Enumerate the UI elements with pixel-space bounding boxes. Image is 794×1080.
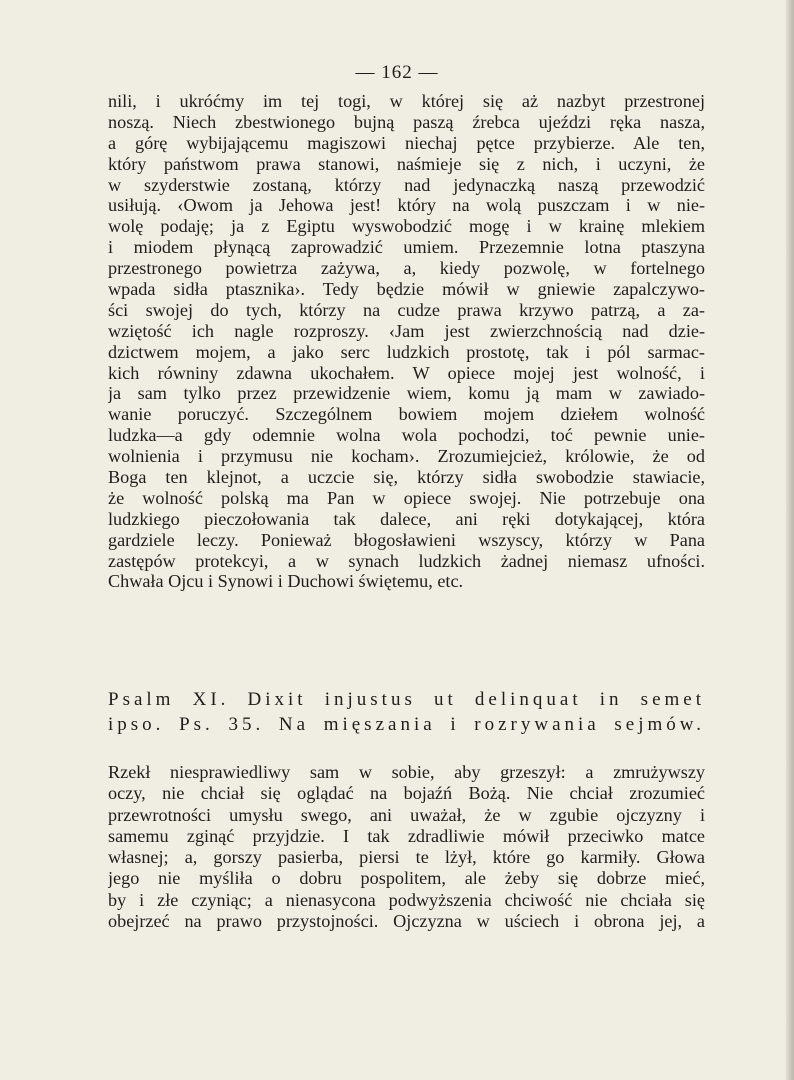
text-line: ja sam tylko przez przewidzenie wiem, komu ją mam w zawiado- — [108, 383, 705, 404]
text-line: wolnienia i przymusu nie kocham›. Zrozumiejcież, królowie, że od — [108, 446, 705, 467]
text-line: wolę podaję; ja z Egiptu wyswobodzić mogę i w krainę mlekiem — [108, 216, 705, 237]
text-line: że wolność polską ma Pan w opiece swojej. Nie potrzebuje ona — [108, 487, 705, 508]
paragraph-psalm-text — [108, 762, 705, 932]
text-line: ludzkiego pieczołowania tak dalece, ani ręki dotykającej, która — [108, 508, 705, 529]
text-line: przestronego powietrza zażywa, a, kiedy pozwolę, w fortelnego — [108, 258, 705, 279]
text-line: gardziele leczy. Ponieważ błogosławieni wszyscy, którzy w Pana — [108, 529, 705, 550]
text-line: Psalm XI. Dixit injustus ut delinquat in semet — [108, 689, 705, 710]
text-line: przewrotności umysłu swego, ani uważał, że w zgubie ojczyzny i — [108, 804, 705, 825]
text-line: usiłują. ‹Owom ja Jehowa jest! który na wolą puszczam i w nie- — [108, 195, 705, 216]
text-line: wanie poruczyć. Szczególnem bowiem mojem dziełem wolność — [108, 404, 705, 425]
text-line: Chwała Ojcu i Synowi i Duchowi świętemu, etc. — [108, 571, 464, 592]
text-line: ludzka—a gdy odemnie wolna wola pochodzi, toć pewnie unie- — [108, 425, 705, 446]
text-line: i miodem płynącą zaprowadzić umiem. Przezemnie lotna ptaszyna — [108, 237, 705, 258]
text-line: wziętość ich nagle rozproszy. ‹Jam jest zwierzchnością nad dzie- — [108, 320, 705, 341]
text-line: oczy, nie chciał się oglądać na bojaźń Bożą. Nie chciał zrozumieć — [108, 783, 705, 804]
text-line: własnej; a, gorszy pasierba, piersi te lżył, które go karmiły. Głowa — [108, 847, 705, 868]
text-line: nili, i ukróćmy im tej togi, w której się aż nazbyt przestronej — [108, 91, 705, 111]
text-line: ści swojej do tych, którzy na cudze prawa krzywo patrzą, a za- — [108, 299, 705, 320]
text-line: zastępów protekcyi, a w synach ludzkich żadnej niemasz ufności. — [108, 550, 705, 571]
page-number: — 162 — — [355, 62, 439, 83]
psalm-heading — [108, 687, 705, 737]
text-line: obejrzeć na prawo przystojności. Ojczyzna w uściech i obrona jej, a — [108, 911, 705, 932]
page-edge — [786, 0, 794, 1080]
text-line: kich równiny zdawna ukochałem. W opiece mojej jest wolność, i — [108, 362, 705, 383]
text-line: ipso. Ps. 35. Na mięszania i rozrywania sejmów. — [108, 714, 705, 735]
text-line: a górę wybijającemu magiszowi niechaj pętce przybierze. Ale ten, — [108, 132, 705, 153]
text-line: by i złe czyniąc; a nienasycona podwyższenia chciwość nie chciała się — [108, 889, 705, 910]
text-line: Rzekł niesprawiedliwy sam w sobie, aby grzeszył: a zmrużywszy — [108, 762, 705, 782]
text-line: jego nie myśliła o dobru pospolitem, ale żeby się dobrze mieć, — [108, 868, 705, 889]
text-line: samemu zginąć przyjdzie. I tak zdradliwie mówił przeciwko matce — [108, 825, 705, 846]
text-line: w szyderstwie zostaną, którzy nad jedynaczką naszą przewodzić — [108, 174, 705, 195]
text-line: wpada sidła ptasznika›. Tedy będzie mówił w gniewie zapalczywo- — [108, 279, 705, 300]
text-line: który państwom prawa stanowi, naśmieje się z nich, i uczyni, że — [108, 153, 705, 174]
text-line: noszą. Niech zbestwionego bujną paszą źrebca ujeździ ręka nasza, — [108, 111, 705, 132]
text-line: dzictwem mojem, a jako serc ludzkich prostotę, tak i pól sarmac- — [108, 341, 705, 362]
paragraph-main — [108, 91, 705, 592]
text-line: Boga ten klejnot, a uczcie się, którzy sidła swobodzie stawiacie, — [108, 467, 705, 488]
